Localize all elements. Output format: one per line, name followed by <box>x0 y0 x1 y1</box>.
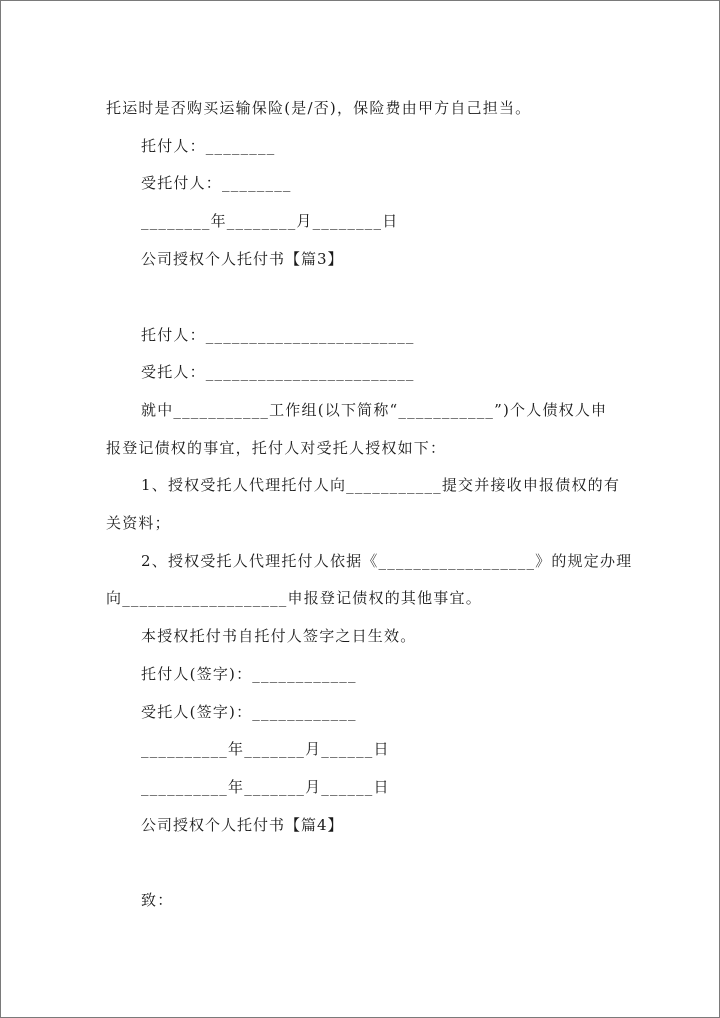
text-line-principal: 托付人：________ <box>141 137 276 155</box>
text-line-salutation: 致： <box>141 891 174 909</box>
text-line-item-1b: 关资料； <box>106 514 171 532</box>
text-line-item-2a: 2、授权受托人代理托付人依据《__________________》的规定办理 <box>141 552 633 570</box>
text-line-item-2b: 向___________________申报登记债权的其他事宜。 <box>106 589 482 607</box>
text-line-agent-sign: 受托人(签字)：____________ <box>141 703 357 721</box>
section-title-4: 公司授权个人托付书【篇4】 <box>141 816 344 834</box>
text-line-principal-2: 托付人：________________________ <box>141 326 415 344</box>
section-title-3: 公司授权个人托付书【篇3】 <box>141 250 344 268</box>
text-line-principal-sign: 托付人(签字)：____________ <box>141 665 357 683</box>
text-line-date-2: __________年_______月______日 <box>141 778 390 796</box>
text-line-agent: 受托付人：________ <box>141 174 292 192</box>
text-line-agent-2: 受托人：________________________ <box>141 363 415 381</box>
text-line-item-1a: 1、授权受托人代理托付人向___________提交并接收申报债权的有 <box>141 476 621 494</box>
text-line-paragraph-1a: 就中___________工作组(以下简称“___________”)个人债权人申 <box>141 401 608 419</box>
text-line-insurance: 托运时是否购买运输保险(是/否)，保险费由甲方自己担当。 <box>106 99 532 117</box>
text-line-paragraph-1b: 报登记债权的事宜，托付人对受托人授权如下： <box>106 439 447 457</box>
text-line-date-1: __________年_______月______日 <box>141 740 390 758</box>
text-line-date: ________年________月________日 <box>141 212 399 230</box>
text-line-effective: 本授权托付书自托付人签字之日生效。 <box>141 627 417 645</box>
